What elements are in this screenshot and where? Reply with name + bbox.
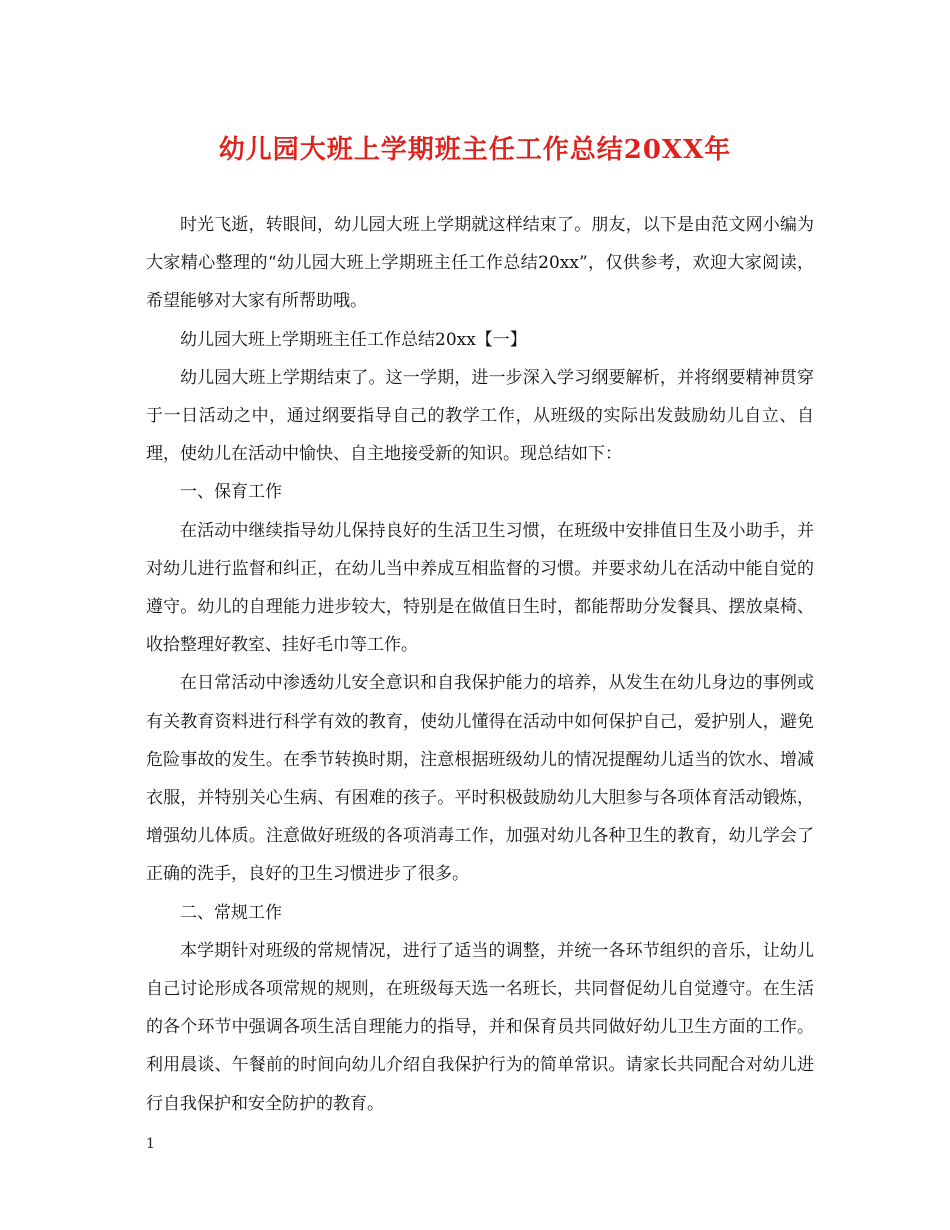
section-heading-childcare: 一、保育工作 bbox=[180, 482, 282, 503]
paragraph-routine: 本学期针对班级的常规情况，进行了适当的调整，并统一各环节组织的音乐，让幼儿自己讨论形成各项常规的规则，在班级每天选一名班长，共同督促幼儿自觉遵守。在生活的各个环节中强调各项生活自理能力的指导，并和保育员共同做好幼儿卫生方面的工作。利用晨谈、午餐前的时间向幼儿介绍自我保护行为的简单常识。请家长共同配合对幼儿进行自我保护和安全防护的教育。 bbox=[146, 940, 814, 1114]
paragraph-childcare-habits: 在活动中继续指导幼儿保持良好的生活卫生习惯，在班级中安排值日生及小助手，并对幼儿进行监督和纠正，在幼儿当中养成互相监督的习惯。并要求幼儿在活动中能自觉的遵守。幼儿的自理能力进步较大，特别是在做值日生时，都能帮助分发餐具、摆放桌椅、收拾整理好教室、挂好毛巾等工作。 bbox=[146, 520, 814, 656]
document-title: 幼儿园大班上学期班主任工作总结20XX年 bbox=[218, 135, 732, 165]
section-heading-routine: 二、常规工作 bbox=[180, 902, 282, 923]
paragraph-overview: 幼儿园大班上学期结束了。这一学期，进一步深入学习纲要解析，并将纲要精神贯穿于一日活动之中，通过纲要指导自己的教学工作，从班级的实际出发鼓励幼儿自立、自理，使幼儿在活动中愉快、自主地接受新的知识。现总结如下： bbox=[146, 367, 814, 465]
document-body bbox=[146, 206, 814, 1123]
paragraph-intro: 时光飞逝，转眼间，幼儿园大班上学期就这样结束了。朋友，以下是由范文网小编为大家精心整理的“幼儿园大班上学期班主任工作总结20xx”，仅供参考，欢迎大家阅读，希望能够对大家有所帮助哦。 bbox=[146, 215, 814, 312]
section-heading-part-one: 幼儿园大班上学期班主任工作总结20xx【一】 bbox=[180, 329, 527, 350]
page-number: 1 bbox=[146, 1136, 155, 1152]
paragraph-childcare-safety: 在日常活动中渗透幼儿安全意识和自我保护能力的培养，从发生在幼儿身边的事例或有关教育资料进行科学有效的教育，使幼儿懂得在活动中如何保护自己，爱护别人，避免危险事故的发生。在季节转换时期，注意根据班级幼儿的情况提醒幼儿适当的饮水、增减衣服，并特别关心生病、有困难的孩子。平时积极鼓励幼儿大胆参与各项体育活动锻炼，增强幼儿体质。注意做好班级的各项消毒工作，加强对幼儿各种卫生的教育，幼儿学会了正确的洗手，良好的卫生习惯进步了很多。 bbox=[146, 673, 814, 885]
